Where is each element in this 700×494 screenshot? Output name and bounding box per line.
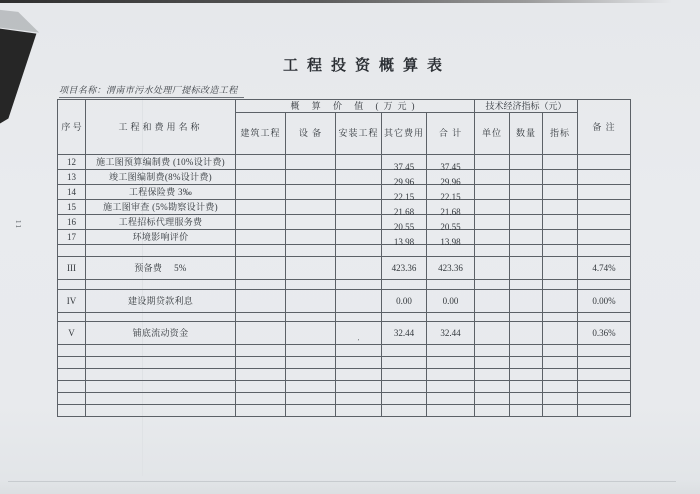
cell-name: 施工图审查 (5%勘察设计费): [86, 200, 236, 215]
scan-speck: ,: [357, 333, 360, 342]
cell-unit: [475, 322, 510, 345]
cell-name: 工程保险费 3‰: [86, 185, 236, 200]
header-index: 指标: [543, 113, 578, 155]
cell-index: [543, 200, 578, 215]
cell-installation: [336, 322, 382, 345]
cell-other-fee: 0.00: [382, 290, 427, 313]
table-row: [58, 200, 631, 215]
header-equipment: 设 备: [286, 113, 336, 155]
cell-quantity: [510, 322, 543, 345]
cell-quantity: [510, 155, 543, 170]
cell-name: 建设期贷款利息: [86, 290, 236, 313]
table-row-section: [58, 322, 631, 345]
cell-total: 22.15: [427, 185, 475, 200]
cell-equipment: [286, 200, 336, 215]
cell-serial: IV: [58, 290, 86, 313]
cell-remark: 4.74%: [578, 257, 631, 280]
cell-installation: [336, 170, 382, 185]
cell-name: 施工图预算编制费 (10%设计费): [86, 155, 236, 170]
cell-remark: [578, 185, 631, 200]
cell-total: 29.96: [427, 170, 475, 185]
cell-quantity: [510, 200, 543, 215]
cell-quantity: [510, 257, 543, 280]
cell-serial: V: [58, 322, 86, 345]
header-name: 工程和费用名称: [86, 100, 236, 155]
cell-installation: [336, 215, 382, 230]
cell-construction: [236, 155, 286, 170]
header-total: 合 计: [427, 113, 475, 155]
cell-unit: [475, 200, 510, 215]
page-title: 工程投资概算表: [283, 58, 452, 74]
cell-unit: [475, 155, 510, 170]
table-row: [58, 215, 631, 230]
scan-bottom-line: [8, 481, 676, 482]
cell-total: 32.44: [427, 322, 475, 345]
cell-construction: [236, 215, 286, 230]
cell-equipment: [286, 155, 336, 170]
empty-row: [58, 245, 631, 257]
cell-serial: 12: [58, 155, 86, 170]
cell-construction: [236, 185, 286, 200]
cell-total: 37.45: [427, 155, 475, 170]
cell-serial: 14: [58, 185, 86, 200]
cell-name: 预备费 5%: [86, 257, 236, 280]
cell-unit: [475, 290, 510, 313]
cell-construction: [236, 170, 286, 185]
cell-index: [543, 290, 578, 313]
cell-unit: [475, 257, 510, 280]
cell-other-fee: 13.98: [382, 230, 427, 245]
cell-index: [543, 170, 578, 185]
cell-other-fee: 21.68: [382, 200, 427, 215]
empty-row: [58, 357, 631, 369]
header-construction: 建筑工程: [236, 113, 286, 155]
cell-quantity: [510, 185, 543, 200]
empty-row: [58, 393, 631, 405]
cell-quantity: [510, 215, 543, 230]
header-group-tech: 技术经济指标（元）: [475, 100, 578, 113]
cell-index: [543, 257, 578, 280]
cell-serial: 16: [58, 215, 86, 230]
cell-construction: [236, 230, 286, 245]
cell-unit: [475, 215, 510, 230]
cell-equipment: [286, 170, 336, 185]
header-installation: 安装工程: [336, 113, 382, 155]
cell-index: [543, 155, 578, 170]
cell-construction: [236, 200, 286, 215]
cell-installation: [336, 230, 382, 245]
cell-remark: [578, 200, 631, 215]
empty-row: [58, 345, 631, 357]
project-name-label: 项目名称：渭南市污水处理厂提标改造工程: [59, 83, 244, 98]
cell-other-fee: 29.96: [382, 170, 427, 185]
cell-total: 21.68: [427, 200, 475, 215]
cell-remark: [578, 230, 631, 245]
cell-other-fee: 20.55: [382, 215, 427, 230]
cell-unit: [475, 185, 510, 200]
cell-remark: 0.36%: [578, 322, 631, 345]
table-row: [58, 155, 631, 170]
cell-quantity: [510, 230, 543, 245]
cell-total: 20.55: [427, 215, 475, 230]
empty-row: [58, 280, 631, 290]
cell-name: 铺底流动资金: [86, 322, 236, 345]
cell-other-fee: 32.44: [382, 322, 427, 345]
table-row: [58, 230, 631, 245]
cell-equipment: [286, 322, 336, 345]
empty-row: [58, 405, 631, 417]
cell-installation: [336, 155, 382, 170]
cell-equipment: [286, 257, 336, 280]
cell-other-fee: 37.45: [382, 155, 427, 170]
cell-name: 竣工图编制费(8%设计费): [86, 170, 236, 185]
cell-quantity: [510, 290, 543, 313]
cell-serial: III: [58, 257, 86, 280]
cell-serial: 17: [58, 230, 86, 245]
cell-index: [543, 230, 578, 245]
table-row-section: [58, 290, 631, 313]
page-number: 11: [14, 219, 24, 230]
header-other-fee: 其它费用: [382, 113, 427, 155]
cell-unit: [475, 170, 510, 185]
cell-remark: 0.00%: [578, 290, 631, 313]
cell-name: 环境影响评价: [86, 230, 236, 245]
cell-remark: [578, 170, 631, 185]
table-row: [58, 185, 631, 200]
header-remark: 备 注: [578, 100, 631, 155]
cell-name: 工程招标代理服务费: [86, 215, 236, 230]
cell-total: 0.00: [427, 290, 475, 313]
header-serial: 序 号: [58, 100, 86, 155]
cell-index: [543, 185, 578, 200]
cell-index: [543, 322, 578, 345]
cell-unit: [475, 230, 510, 245]
estimate-table: [57, 99, 631, 417]
cell-remark: [578, 215, 631, 230]
cell-other-fee: 423.36: [382, 257, 427, 280]
table-row-section: [58, 257, 631, 280]
cell-equipment: [286, 185, 336, 200]
cell-construction: [236, 322, 286, 345]
cell-installation: [336, 290, 382, 313]
cell-construction: [236, 290, 286, 313]
cell-index: [543, 215, 578, 230]
cell-installation: [336, 257, 382, 280]
cell-total: 13.98: [427, 230, 475, 245]
cell-other-fee: 22.15: [382, 185, 427, 200]
table-row: [58, 170, 631, 185]
cell-equipment: [286, 290, 336, 313]
cell-remark: [578, 155, 631, 170]
header-quantity: 数量: [510, 113, 543, 155]
header-unit: 单位: [475, 113, 510, 155]
cell-installation: [336, 200, 382, 215]
cell-construction: [236, 257, 286, 280]
header-group-estimate: 概 算 价 值 (万元): [236, 100, 475, 113]
cell-equipment: [286, 230, 336, 245]
empty-row: [58, 313, 631, 322]
empty-row: [58, 381, 631, 393]
cell-installation: [336, 185, 382, 200]
cell-equipment: [286, 215, 336, 230]
scan-top-edge: [0, 0, 700, 3]
cell-serial: 15: [58, 200, 86, 215]
cell-serial: 13: [58, 170, 86, 185]
cell-total: 423.36: [427, 257, 475, 280]
empty-row: [58, 369, 631, 381]
cell-quantity: [510, 170, 543, 185]
